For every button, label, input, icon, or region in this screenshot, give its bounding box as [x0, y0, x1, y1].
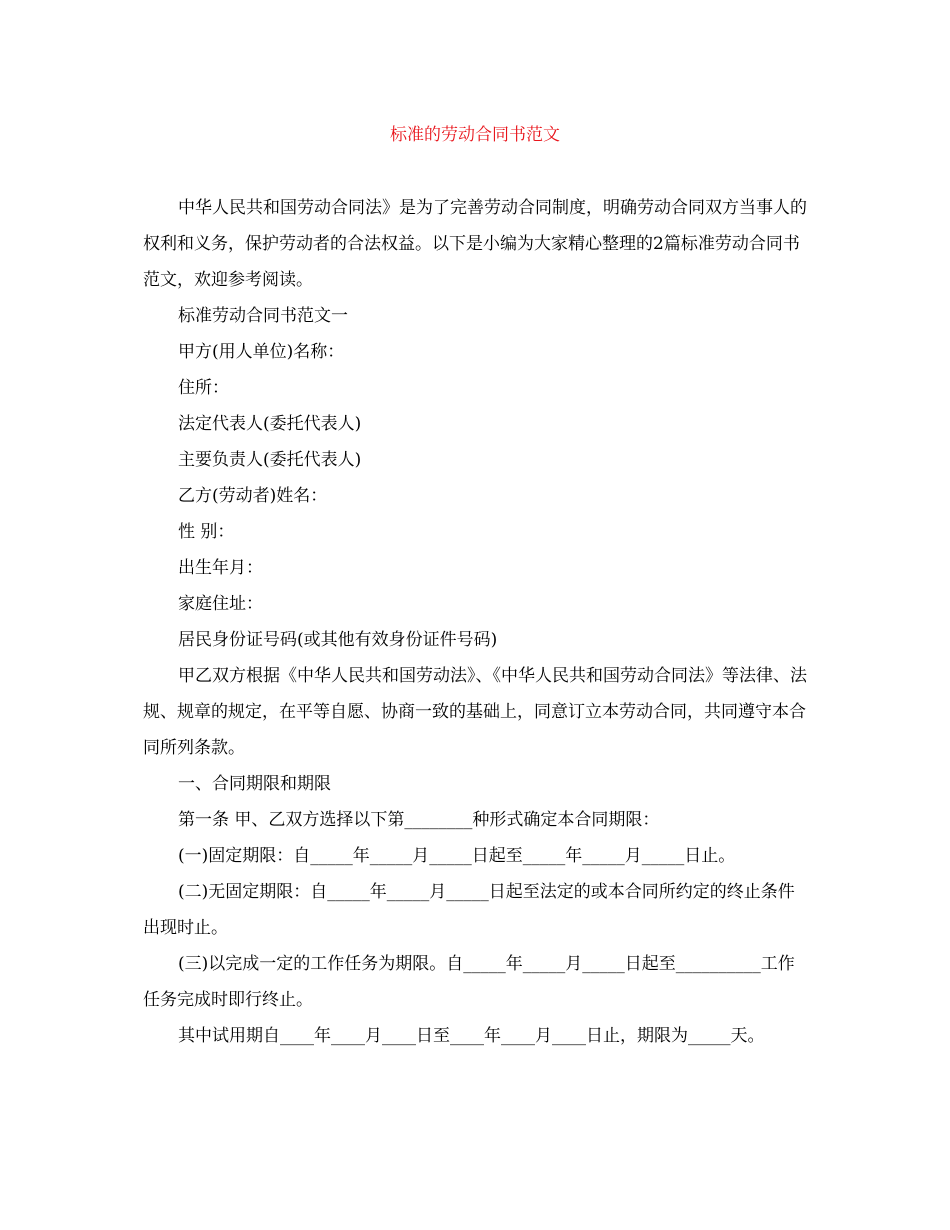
fixed-term-option: (一)固定期限：自_____年_____月_____日起至_____年_____月_____日止。 — [178, 846, 736, 866]
party-b-birth: 出生年月： — [178, 558, 263, 578]
probation-period: 其中试用期自____年____月____日至____年____月____日止，期限为_____天。 — [178, 1026, 765, 1046]
party-b-name: 乙方(劳动者)姓名： — [178, 486, 328, 506]
party-b-id-number: 居民身份证号码(或其他有效身份证件号码) — [178, 630, 498, 650]
party-b-gender: 性 别： — [178, 522, 235, 542]
party-b-home-address: 家庭住址： — [178, 594, 263, 614]
party-a-name: 甲方(用人单位)名称： — [178, 342, 345, 362]
agreement-basis-paragraph: 甲乙双方根据《中华人民共和国劳动法》、《中华人民共和国劳动合同法》等法律、法规、规章的规定，在平等自愿、协商一致的基础上，同意订立本劳动合同，共同遵守本合同所列条款。 — [143, 666, 807, 758]
legal-representative: 法定代表人(委托代表人) — [178, 414, 362, 434]
section-heading: 标准劳动合同书范文一 — [178, 306, 348, 326]
intro-paragraph: 中华人民共和国劳动合同法》是为了完善劳动合同制度，明确劳动合同双方当事人的权利和义务，保护劳动者的合法权益。以下是小编为大家精心整理的2篇标准劳动合同书范文，欢迎参考阅读。 — [143, 198, 807, 290]
document-body — [143, 190, 811, 1054]
principal-responsible: 主要负责人(委托代表人) — [178, 450, 362, 470]
document-title: 标准的劳动合同书范文 — [390, 125, 560, 145]
party-a-address: 住所： — [178, 378, 229, 398]
task-term-option: (三)以完成一定的工作任务为期限。自_____年_____月_____日起至__________工作任务完成时即行终止。 — [143, 954, 795, 1010]
open-term-option: (二)无固定期限：自_____年_____月_____日起至法定的或本合同所约定的终止条件出现时止。 — [143, 882, 795, 938]
article-one: 第一条 甲、乙双方选择以下第________种形式确定本合同期限： — [178, 810, 660, 830]
clause-heading: 一、合同期限和期限 — [178, 774, 331, 794]
